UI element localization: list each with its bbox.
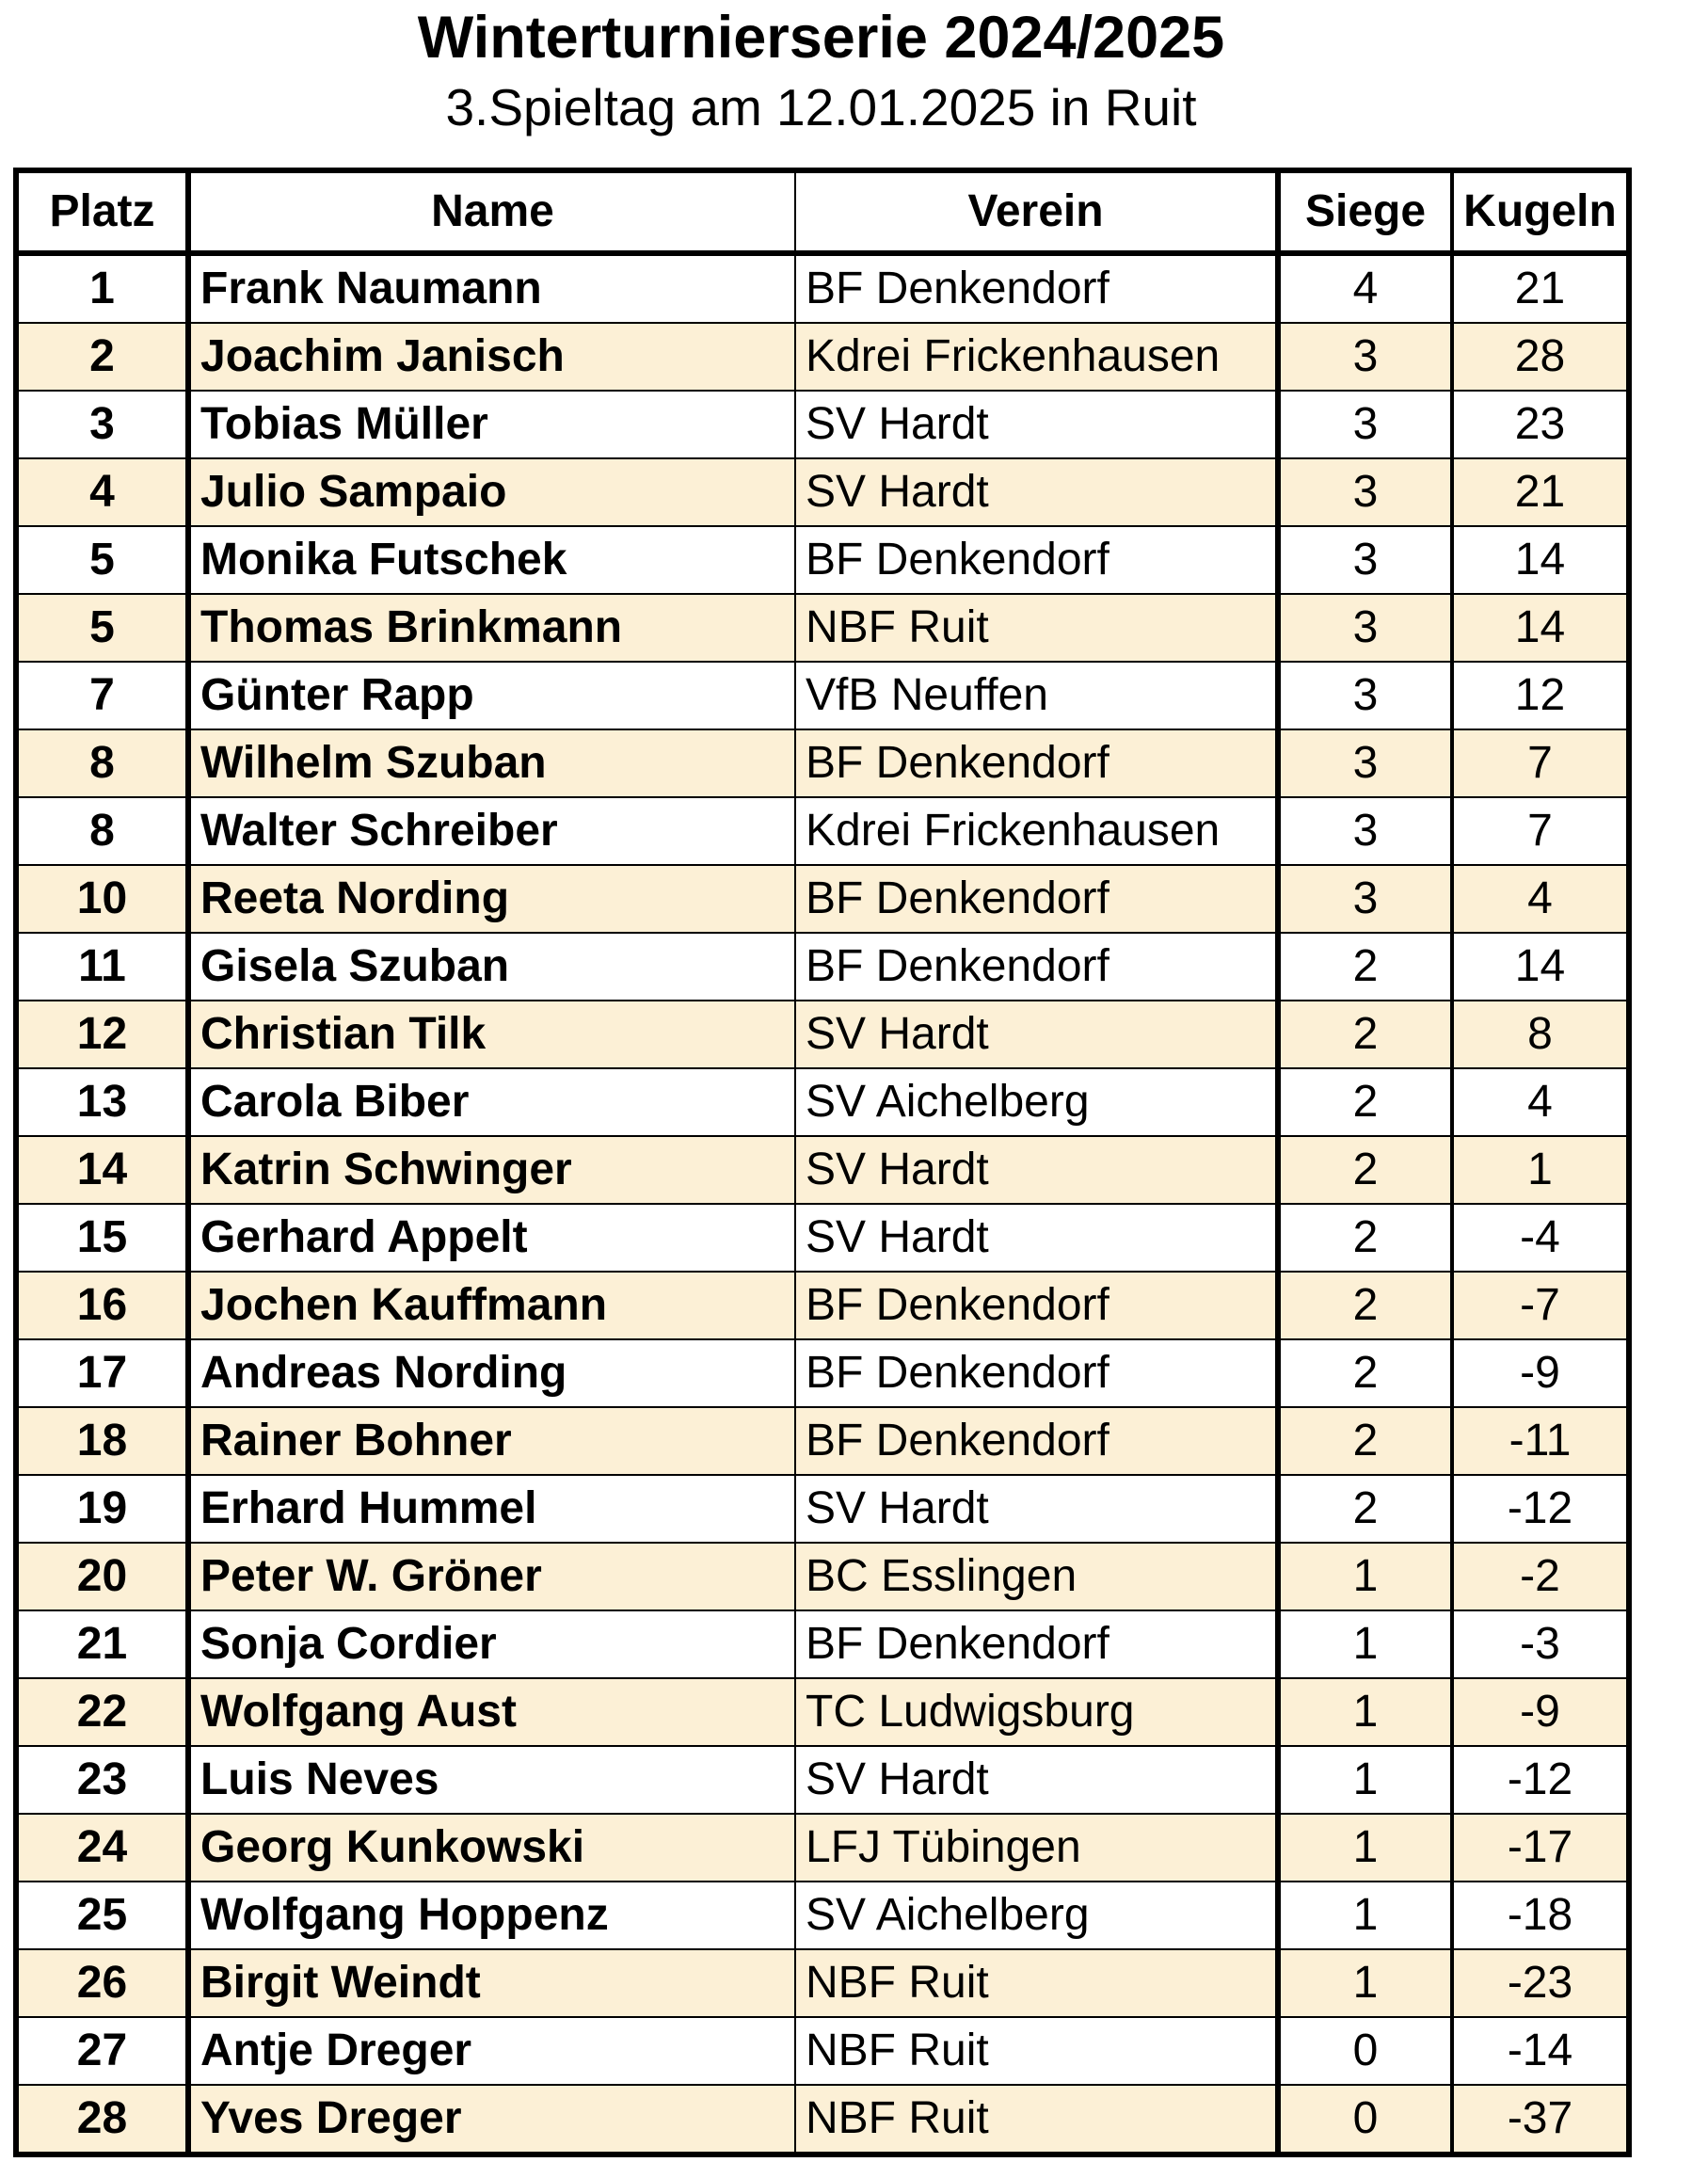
table-row xyxy=(16,1543,1629,1610)
table-row xyxy=(16,1272,1629,1339)
cell-verein: BC Esslingen xyxy=(795,1543,1278,1610)
cell-verein: BF Denkendorf xyxy=(795,933,1278,1001)
cell-platz: 5 xyxy=(16,594,188,662)
table-row xyxy=(16,865,1629,933)
table-row xyxy=(16,1204,1629,1272)
cell-verein: Kdrei Frickenhausen xyxy=(795,797,1278,865)
table-row xyxy=(16,1610,1629,1678)
cell-name: Carola Biber xyxy=(188,1068,795,1136)
column-header-siege: Siege xyxy=(1278,170,1452,253)
cell-kugeln: 8 xyxy=(1452,1001,1629,1068)
cell-siege: 3 xyxy=(1278,797,1452,865)
column-header-verein: Verein xyxy=(795,170,1278,253)
cell-kugeln: -18 xyxy=(1452,1882,1629,1949)
cell-kugeln: -11 xyxy=(1452,1407,1629,1475)
cell-kugeln: -37 xyxy=(1452,2085,1629,2154)
cell-name: Christian Tilk xyxy=(188,1001,795,1068)
cell-platz: 5 xyxy=(16,526,188,594)
cell-kugeln: 14 xyxy=(1452,526,1629,594)
cell-platz: 12 xyxy=(16,1001,188,1068)
cell-siege: 1 xyxy=(1278,1678,1452,1746)
cell-kugeln: 21 xyxy=(1452,253,1629,323)
cell-verein: BF Denkendorf xyxy=(795,1407,1278,1475)
cell-verein: SV Hardt xyxy=(795,1475,1278,1543)
cell-siege: 0 xyxy=(1278,2017,1452,2085)
cell-verein: BF Denkendorf xyxy=(795,1610,1278,1678)
table-row xyxy=(16,1746,1629,1814)
cell-siege: 3 xyxy=(1278,458,1452,526)
cell-kugeln: 23 xyxy=(1452,391,1629,458)
cell-platz: 23 xyxy=(16,1746,188,1814)
cell-verein: TC Ludwigsburg xyxy=(795,1678,1278,1746)
cell-platz: 24 xyxy=(16,1814,188,1882)
cell-kugeln: -7 xyxy=(1452,1272,1629,1339)
cell-siege: 2 xyxy=(1278,1204,1452,1272)
cell-siege: 3 xyxy=(1278,391,1452,458)
column-header-kugeln: Kugeln xyxy=(1452,170,1629,253)
cell-platz: 10 xyxy=(16,865,188,933)
cell-platz: 15 xyxy=(16,1204,188,1272)
cell-siege: 3 xyxy=(1278,729,1452,797)
cell-siege: 1 xyxy=(1278,1882,1452,1949)
cell-kugeln: -12 xyxy=(1452,1746,1629,1814)
cell-name: Wilhelm Szuban xyxy=(188,729,795,797)
table-row xyxy=(16,253,1629,323)
cell-platz: 27 xyxy=(16,2017,188,2085)
cell-name: Birgit Weindt xyxy=(188,1949,795,2017)
cell-name: Antje Dreger xyxy=(188,2017,795,2085)
cell-verein: BF Denkendorf xyxy=(795,865,1278,933)
cell-platz: 8 xyxy=(16,729,188,797)
table-row xyxy=(16,526,1629,594)
cell-verein: BF Denkendorf xyxy=(795,526,1278,594)
table-row xyxy=(16,458,1629,526)
cell-name: Tobias Müller xyxy=(188,391,795,458)
cell-platz: 18 xyxy=(16,1407,188,1475)
cell-platz: 19 xyxy=(16,1475,188,1543)
cell-verein: SV Hardt xyxy=(795,1204,1278,1272)
cell-siege: 2 xyxy=(1278,933,1452,1001)
cell-siege: 3 xyxy=(1278,865,1452,933)
cell-platz: 1 xyxy=(16,253,188,323)
cell-platz: 25 xyxy=(16,1882,188,1949)
table-row xyxy=(16,1882,1629,1949)
cell-name: Erhard Hummel xyxy=(188,1475,795,1543)
cell-verein: SV Hardt xyxy=(795,458,1278,526)
cell-name: Günter Rapp xyxy=(188,662,795,729)
cell-verein: VfB Neuffen xyxy=(795,662,1278,729)
page-title: Winterturnierserie 2024/2025 xyxy=(417,5,1225,71)
cell-platz: 21 xyxy=(16,1610,188,1678)
cell-verein: BF Denkendorf xyxy=(795,253,1278,323)
cell-verein: BF Denkendorf xyxy=(795,729,1278,797)
cell-name: Wolfgang Aust xyxy=(188,1678,795,1746)
cell-name: Wolfgang Hoppenz xyxy=(188,1882,795,1949)
cell-platz: 14 xyxy=(16,1136,188,1204)
cell-siege: 1 xyxy=(1278,1949,1452,2017)
page-subtitle: 3.Spieltag am 12.01.2025 in Ruit xyxy=(445,78,1197,136)
cell-siege: 1 xyxy=(1278,1610,1452,1678)
table-row xyxy=(16,662,1629,729)
table-row xyxy=(16,2085,1629,2154)
table-row xyxy=(16,797,1629,865)
cell-name: Walter Schreiber xyxy=(188,797,795,865)
cell-kugeln: -23 xyxy=(1452,1949,1629,2017)
cell-kugeln: 4 xyxy=(1452,865,1629,933)
cell-siege: 4 xyxy=(1278,253,1452,323)
table-row xyxy=(16,1001,1629,1068)
table-row xyxy=(16,729,1629,797)
cell-siege: 2 xyxy=(1278,1272,1452,1339)
cell-siege: 1 xyxy=(1278,1543,1452,1610)
cell-verein: SV Hardt xyxy=(795,1746,1278,1814)
cell-kugeln: -4 xyxy=(1452,1204,1629,1272)
cell-kugeln: 1 xyxy=(1452,1136,1629,1204)
cell-verein: SV Aichelberg xyxy=(795,1068,1278,1136)
cell-name: Gerhard Appelt xyxy=(188,1204,795,1272)
cell-kugeln: -17 xyxy=(1452,1814,1629,1882)
cell-verein: NBF Ruit xyxy=(795,2017,1278,2085)
cell-kugeln: 12 xyxy=(1452,662,1629,729)
column-header-name: Name xyxy=(188,170,795,253)
cell-siege: 3 xyxy=(1278,323,1452,391)
cell-platz: 20 xyxy=(16,1543,188,1610)
cell-platz: 2 xyxy=(16,323,188,391)
cell-name: Peter W. Gröner xyxy=(188,1543,795,1610)
cell-kugeln: 14 xyxy=(1452,933,1629,1001)
cell-name: Thomas Brinkmann xyxy=(188,594,795,662)
cell-verein: SV Hardt xyxy=(795,1001,1278,1068)
cell-platz: 28 xyxy=(16,2085,188,2154)
cell-kugeln: -9 xyxy=(1452,1339,1629,1407)
cell-verein: SV Hardt xyxy=(795,391,1278,458)
cell-verein: Kdrei Frickenhausen xyxy=(795,323,1278,391)
cell-name: Monika Futschek xyxy=(188,526,795,594)
cell-name: Julio Sampaio xyxy=(188,458,795,526)
cell-name: Frank Naumann xyxy=(188,253,795,323)
cell-siege: 2 xyxy=(1278,1136,1452,1204)
cell-name: Yves Dreger xyxy=(188,2085,795,2154)
cell-platz: 22 xyxy=(16,1678,188,1746)
cell-name: Gisela Szuban xyxy=(188,933,795,1001)
cell-name: Reeta Nording xyxy=(188,865,795,933)
cell-kugeln: 21 xyxy=(1452,458,1629,526)
cell-siege: 2 xyxy=(1278,1001,1452,1068)
cell-kugeln: -14 xyxy=(1452,2017,1629,2085)
cell-platz: 4 xyxy=(16,458,188,526)
cell-kugeln: -9 xyxy=(1452,1678,1629,1746)
table-row xyxy=(16,1068,1629,1136)
cell-kugeln: 28 xyxy=(1452,323,1629,391)
cell-siege: 2 xyxy=(1278,1339,1452,1407)
cell-name: Joachim Janisch xyxy=(188,323,795,391)
cell-name: Georg Kunkowski xyxy=(188,1814,795,1882)
cell-platz: 17 xyxy=(16,1339,188,1407)
table-row xyxy=(16,594,1629,662)
cell-siege: 0 xyxy=(1278,2085,1452,2154)
cell-platz: 13 xyxy=(16,1068,188,1136)
cell-name: Sonja Cordier xyxy=(188,1610,795,1678)
table-row xyxy=(16,323,1629,391)
cell-kugeln: -2 xyxy=(1452,1543,1629,1610)
cell-platz: 8 xyxy=(16,797,188,865)
cell-siege: 2 xyxy=(1278,1407,1452,1475)
table-header-row xyxy=(16,170,1629,253)
column-header-platz: Platz xyxy=(16,170,188,253)
cell-siege: 2 xyxy=(1278,1068,1452,1136)
cell-platz: 26 xyxy=(16,1949,188,2017)
table-row xyxy=(16,1136,1629,1204)
table-row xyxy=(16,933,1629,1001)
table-row xyxy=(16,1407,1629,1475)
cell-siege: 2 xyxy=(1278,1475,1452,1543)
cell-kugeln: -3 xyxy=(1452,1610,1629,1678)
cell-name: Rainer Bohner xyxy=(188,1407,795,1475)
cell-platz: 3 xyxy=(16,391,188,458)
cell-kugeln: -12 xyxy=(1452,1475,1629,1543)
cell-name: Andreas Nording xyxy=(188,1339,795,1407)
cell-verein: NBF Ruit xyxy=(795,1949,1278,2017)
cell-name: Katrin Schwinger xyxy=(188,1136,795,1204)
cell-kugeln: 14 xyxy=(1452,594,1629,662)
standings-table xyxy=(13,168,1632,2157)
cell-verein: BF Denkendorf xyxy=(795,1272,1278,1339)
cell-verein: SV Hardt xyxy=(795,1136,1278,1204)
cell-verein: BF Denkendorf xyxy=(795,1339,1278,1407)
cell-platz: 16 xyxy=(16,1272,188,1339)
cell-platz: 7 xyxy=(16,662,188,729)
cell-kugeln: 7 xyxy=(1452,797,1629,865)
cell-siege: 1 xyxy=(1278,1746,1452,1814)
cell-platz: 11 xyxy=(16,933,188,1001)
table-row xyxy=(16,1949,1629,2017)
cell-siege: 1 xyxy=(1278,1814,1452,1882)
cell-siege: 3 xyxy=(1278,594,1452,662)
cell-verein: SV Aichelberg xyxy=(795,1882,1278,1949)
cell-verein: NBF Ruit xyxy=(795,594,1278,662)
table-row xyxy=(16,1814,1629,1882)
cell-siege: 3 xyxy=(1278,526,1452,594)
cell-verein: LFJ Tübingen xyxy=(795,1814,1278,1882)
cell-verein: NBF Ruit xyxy=(795,2085,1278,2154)
table-row xyxy=(16,2017,1629,2085)
table-row xyxy=(16,1339,1629,1407)
cell-kugeln: 7 xyxy=(1452,729,1629,797)
table-row xyxy=(16,391,1629,458)
cell-name: Luis Neves xyxy=(188,1746,795,1814)
cell-name: Jochen Kauffmann xyxy=(188,1272,795,1339)
cell-siege: 3 xyxy=(1278,662,1452,729)
table-row xyxy=(16,1678,1629,1746)
table-row xyxy=(16,1475,1629,1543)
cell-kugeln: 4 xyxy=(1452,1068,1629,1136)
